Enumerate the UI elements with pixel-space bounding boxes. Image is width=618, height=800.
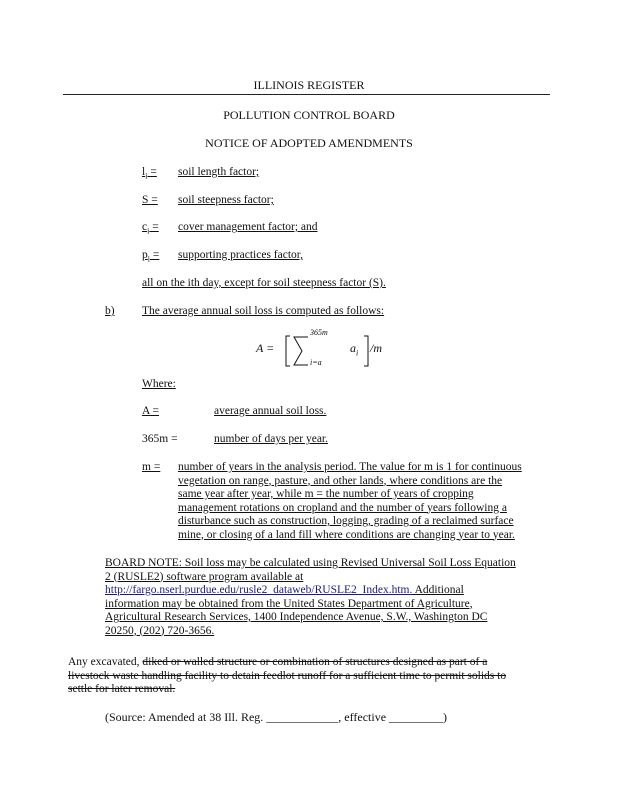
sum-lower-limit: i=a — [310, 358, 322, 367]
definition-row: S = — [142, 194, 158, 206]
all-on-text: all on the ith day, except for soil steepness factor (S). — [142, 277, 386, 289]
board-note: BOARD NOTE: Soil loss may be calculated using Revised Universal Soil Loss Equation 2 (RUSLE2) software program available at http://fargo.nserl.purdue.edu/rusle2_dataweb/RUSLE2_Index.htm. Additional information may be obtained from the United States Department of Agriculture, Agricultural Research Services, 1400 Independence Avenue, S.W., Washington DC 20250, (202) 720-3656. — [105, 557, 516, 637]
definition-text: supporting practices factor, — [178, 249, 304, 261]
where-definition: average annual soil loss. — [214, 405, 327, 417]
rusle2-link[interactable]: http://fargo.nserl.purdue.edu/rusle2_dataweb/RUSLE2_Index.htm. — [105, 584, 413, 596]
definition-row: $p_i$ = — [142, 249, 160, 264]
register-title: ILLINOIS REGISTER — [253, 78, 365, 92]
where-symbol: 365m = — [142, 433, 178, 445]
source-note: (Source: Amended at 38 Ill. Reg. ____________, effective _________) — [105, 710, 448, 724]
sum-term: $a_i$ — [350, 341, 359, 358]
item-b-text: The average annual soil loss is computed as follows: — [142, 305, 385, 317]
soil-loss-equation — [248, 328, 388, 370]
where-symbol: A = — [142, 405, 160, 417]
header-rule — [63, 94, 550, 95]
where-definition: number of days per year. — [214, 433, 329, 445]
equation-divisor: /m — [370, 341, 382, 355]
sum-upper-limit: 365m — [310, 328, 328, 337]
definition-row: $l_i$ = — [142, 166, 157, 181]
definition-text: soil steepness factor; — [178, 194, 274, 206]
board-title: POLLUTION CONTROL BOARD — [223, 108, 395, 122]
notice-title: NOTICE OF ADOPTED AMENDMENTS — [205, 136, 413, 150]
where-label: Where: — [142, 378, 176, 390]
definition-row: $c_i$ = — [142, 221, 159, 236]
definition-text: soil length factor; — [178, 166, 260, 178]
item-b-label: b) — [105, 305, 115, 317]
m-definition: number of years in the analysis period. The value for m is 1 for continuous vegetation on range, pasture, and other lands, where conditions are the same year after year, while m = the number of years of cropping management rotations on cropland and the number of years following a disturbance such as construction, logging, grading of a reclaimed surface mine, or closing of a land fill where conditions are changing year to year. — [178, 461, 522, 541]
where-symbol: m = — [142, 461, 161, 473]
definition-text: cover management factor; and — [178, 221, 318, 233]
struck-paragraph: Any excavated, diked or walled structure or combination of structures designed as part of a livestock waste handling facility to detain feedlot runoff for a sufficient time to permit solids to settle for later removal. — [68, 656, 507, 695]
equation-lhs: A = — [256, 341, 275, 355]
